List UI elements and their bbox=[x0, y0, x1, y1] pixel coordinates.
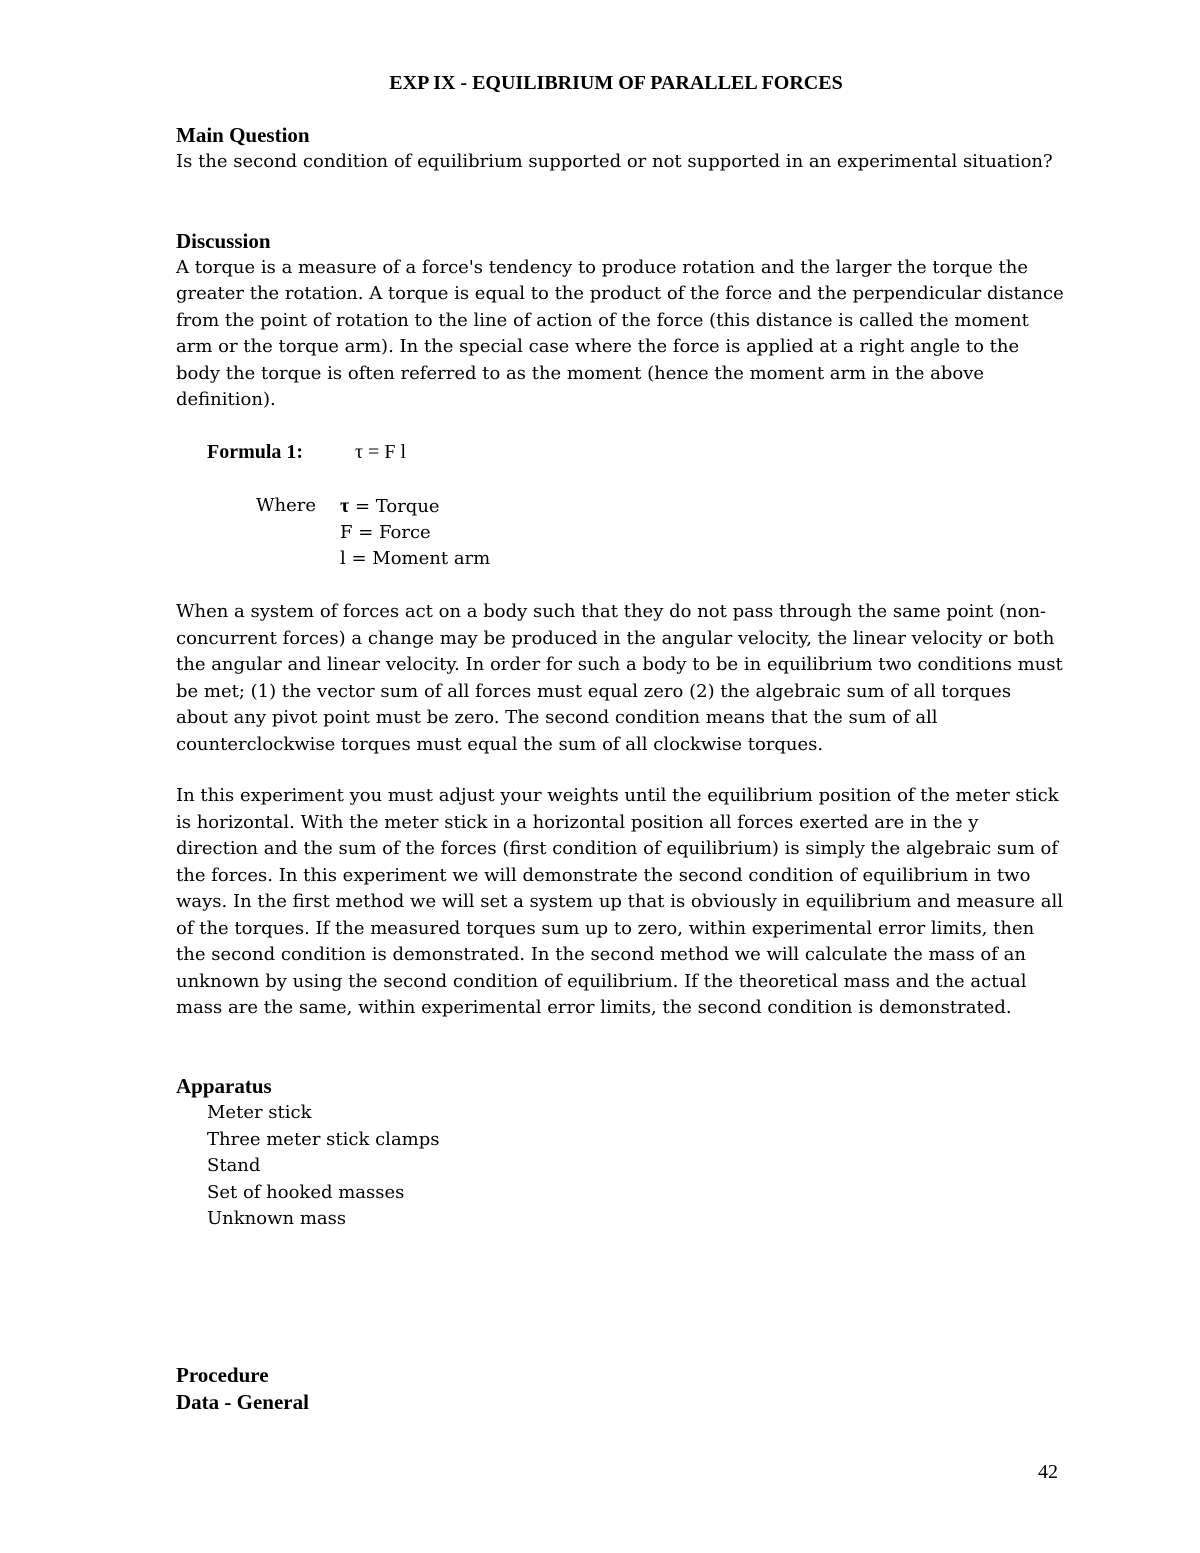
procedure-heading: Procedure bbox=[176, 1363, 269, 1387]
apparatus-item: Unknown mass bbox=[207, 1208, 347, 1229]
where-label: Where bbox=[256, 495, 317, 516]
main-question-heading: Main Question bbox=[176, 123, 310, 147]
page-number: 42 bbox=[1038, 1461, 1058, 1483]
discussion-paragraph-3-block bbox=[176, 783, 1066, 1022]
apparatus-item: Set of hooked masses bbox=[207, 1181, 405, 1203]
procedure-subheading: Data - General bbox=[176, 1389, 309, 1414]
apparatus-item: Stand bbox=[207, 1155, 261, 1176]
apparatus-section bbox=[176, 1073, 1066, 1100]
definition-text: = Torque bbox=[349, 496, 440, 517]
apparatus-item: Meter stick bbox=[207, 1102, 312, 1123]
formula-label: Formula 1: bbox=[207, 441, 304, 463]
discussion-paragraph-3: In this experiment you must adjust your weights until the equilibrium position of the meter stick is horizontal. With the meter stick in a horizontal position all forces exerted are in the y direction and the sum of the forces (first condition of equilibrium) is simply the algebraic sum of the forces. In this experiment we will demonstrate the second condition of equilibrium in two ways. In the first method we will set a system up that is obviously in equilibrium and measure all of the torques. If the measured torques sum up to zero, within experimental error limits, then the second condition is demonstrated. In the second method we will calculate the mass of an unknown by using the second condition of equilibrium. If the theoretical mass and the actual mass are the same, within experimental error limits, the second condition is demonstrated. bbox=[176, 785, 1063, 1018]
discussion-paragraph-1: A torque is a measure of a force's tendency to produce rotation and the larger the torque the greater the rotation. A torque is equal to the product of the force and the perpendicular distance from the point of rotation to the line of action of the force (this distance is called the moment arm or the torque arm). In the special case where the force is applied at a right angle to the body the torque is often referred to as the moment (hence the moment arm in the above definition). bbox=[176, 256, 1064, 410]
discussion-paragraph-2-block bbox=[176, 599, 1066, 758]
apparatus-heading: Apparatus bbox=[176, 1074, 272, 1098]
main-question-section bbox=[176, 122, 1066, 175]
definition-text: = Moment arm bbox=[345, 548, 491, 569]
definition-force bbox=[340, 520, 431, 547]
definition-symbol: l bbox=[340, 548, 346, 569]
page-title: EXP IX - EQUILIBRIUM OF PARALLEL FORCES bbox=[389, 72, 843, 94]
apparatus-item: Three meter stick clamps bbox=[207, 1128, 440, 1150]
formula-expression: τ = F l bbox=[355, 441, 406, 463]
definition-symbol: τ bbox=[340, 495, 350, 517]
discussion-section bbox=[176, 228, 1066, 414]
definition-text: = Force bbox=[352, 521, 431, 543]
definition-torque bbox=[340, 493, 440, 521]
definition-symbol: F bbox=[340, 521, 353, 543]
definition-moment-arm bbox=[340, 546, 490, 573]
discussion-heading: Discussion bbox=[176, 229, 271, 253]
main-question-text: Is the second condition of equilibrium supported or not supported in an experimental situation? bbox=[176, 150, 1053, 172]
procedure-section bbox=[176, 1362, 1066, 1415]
discussion-paragraph-2: When a system of forces act on a body such that they do not pass through the same point (non-concurrent forces) a change may be produced in the angular velocity, the linear velocity or both the angular and linear velocity. In order for such a body to be in equilibrium two conditions must be met; (1) the vector sum of all forces must equal zero (2) the algebraic sum of all torques about any pivot point must be zero. The second condition means that the sum of all counterclockwise torques must equal the sum of all clockwise torques. bbox=[176, 601, 1063, 755]
formula-1 bbox=[207, 441, 406, 464]
apparatus-list bbox=[207, 1100, 440, 1233]
